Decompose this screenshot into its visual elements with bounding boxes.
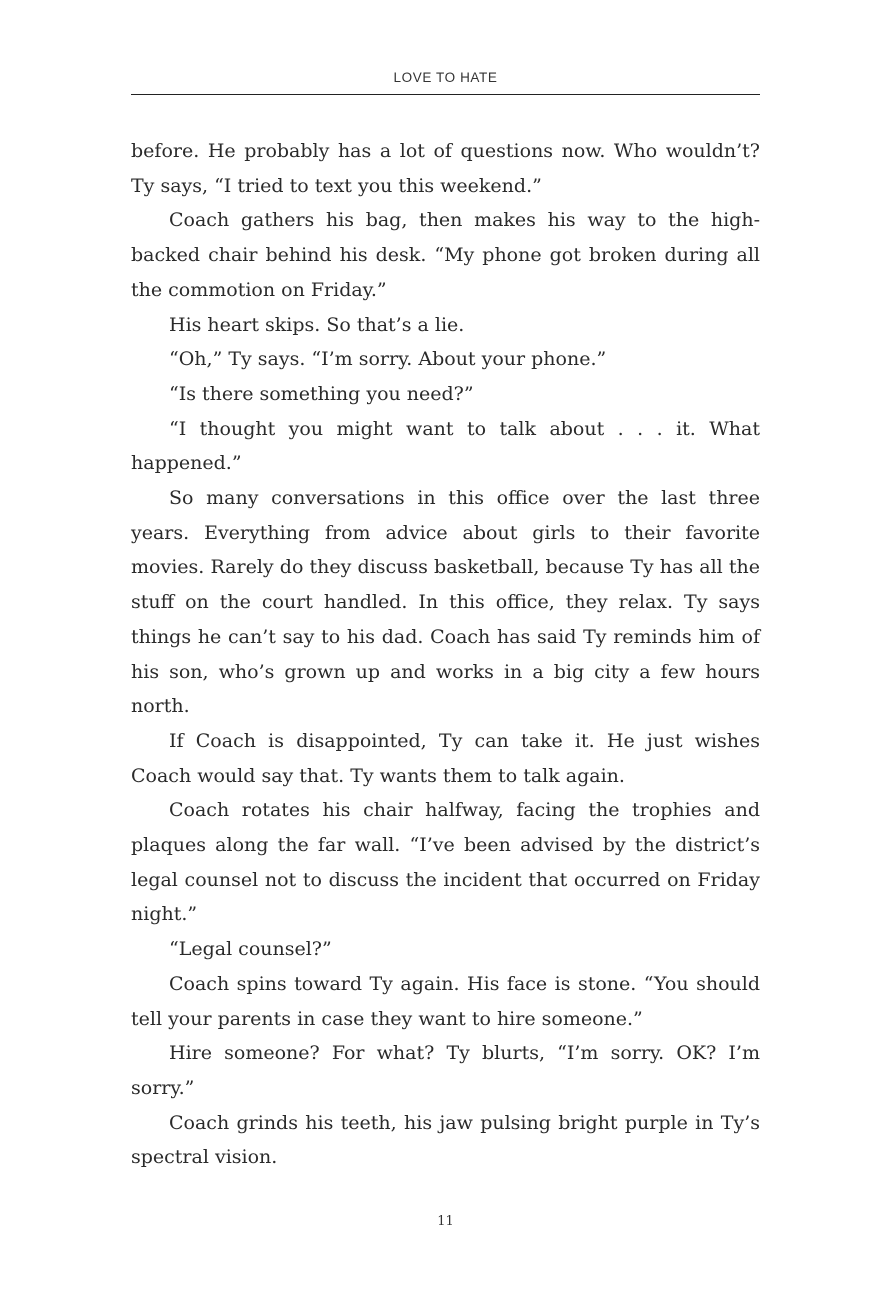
paragraph: Coach grinds his teeth, his jaw pulsing bright purple in Ty’s spectral vision.: [131, 1111, 760, 1169]
header-rule: [131, 94, 760, 95]
paragraph: “Oh,” Ty says. “I’m sorry. About your phone.”: [169, 348, 607, 371]
paragraph: “Legal counsel?”: [169, 938, 332, 961]
paragraph: before. He probably has a lot of questions now. Who wouldn’t? Ty says, “I tried to text you this weekend.”: [131, 140, 760, 197]
paragraph: Hire someone? For what? Ty blurts, “I’m sorry. OK? I’m sorry.”: [131, 1042, 760, 1099]
paragraph: Coach spins toward Ty again. His face is stone. “You should tell your parents in case they want to hire someone.”: [131, 972, 760, 1030]
paragraph: If Coach is disappointed, Ty can take it. He just wishes Coach would say that. Ty wants them to talk again.: [131, 729, 760, 787]
running-head: LOVE TO HATE: [393, 70, 498, 85]
paragraph: Coach rotates his chair halfway, facing the trophies and plaques along the far wall. “I’ve been advised by the district’s legal counsel not to discuss the incident that occurred on Friday night.”: [131, 799, 760, 926]
body-text: [131, 134, 760, 1175]
paragraph: “I thought you might want to talk about . . . it. What happened.”: [131, 417, 760, 475]
paragraph: Coach gathers his bag, then makes his way to the high-backed chair behind his desk. “My phone got broken during all the commotion on Friday.”: [131, 209, 760, 301]
paragraph: So many conversations in this office over the last three years. Everything from advice about girls to their favorite movies. Rarely do they discuss basketball, because Ty has all the stuff on the court handled. In this office, they relax. Ty says things he can’t say to his dad. Coach has said Ty reminds him of his son, who’s grown up and works in a big city a few hours north.: [131, 487, 760, 718]
page-number: 11: [437, 1214, 454, 1229]
paragraph: His heart skips. So that’s a lie.: [169, 313, 465, 336]
paragraph: “Is there something you need?”: [169, 382, 474, 405]
